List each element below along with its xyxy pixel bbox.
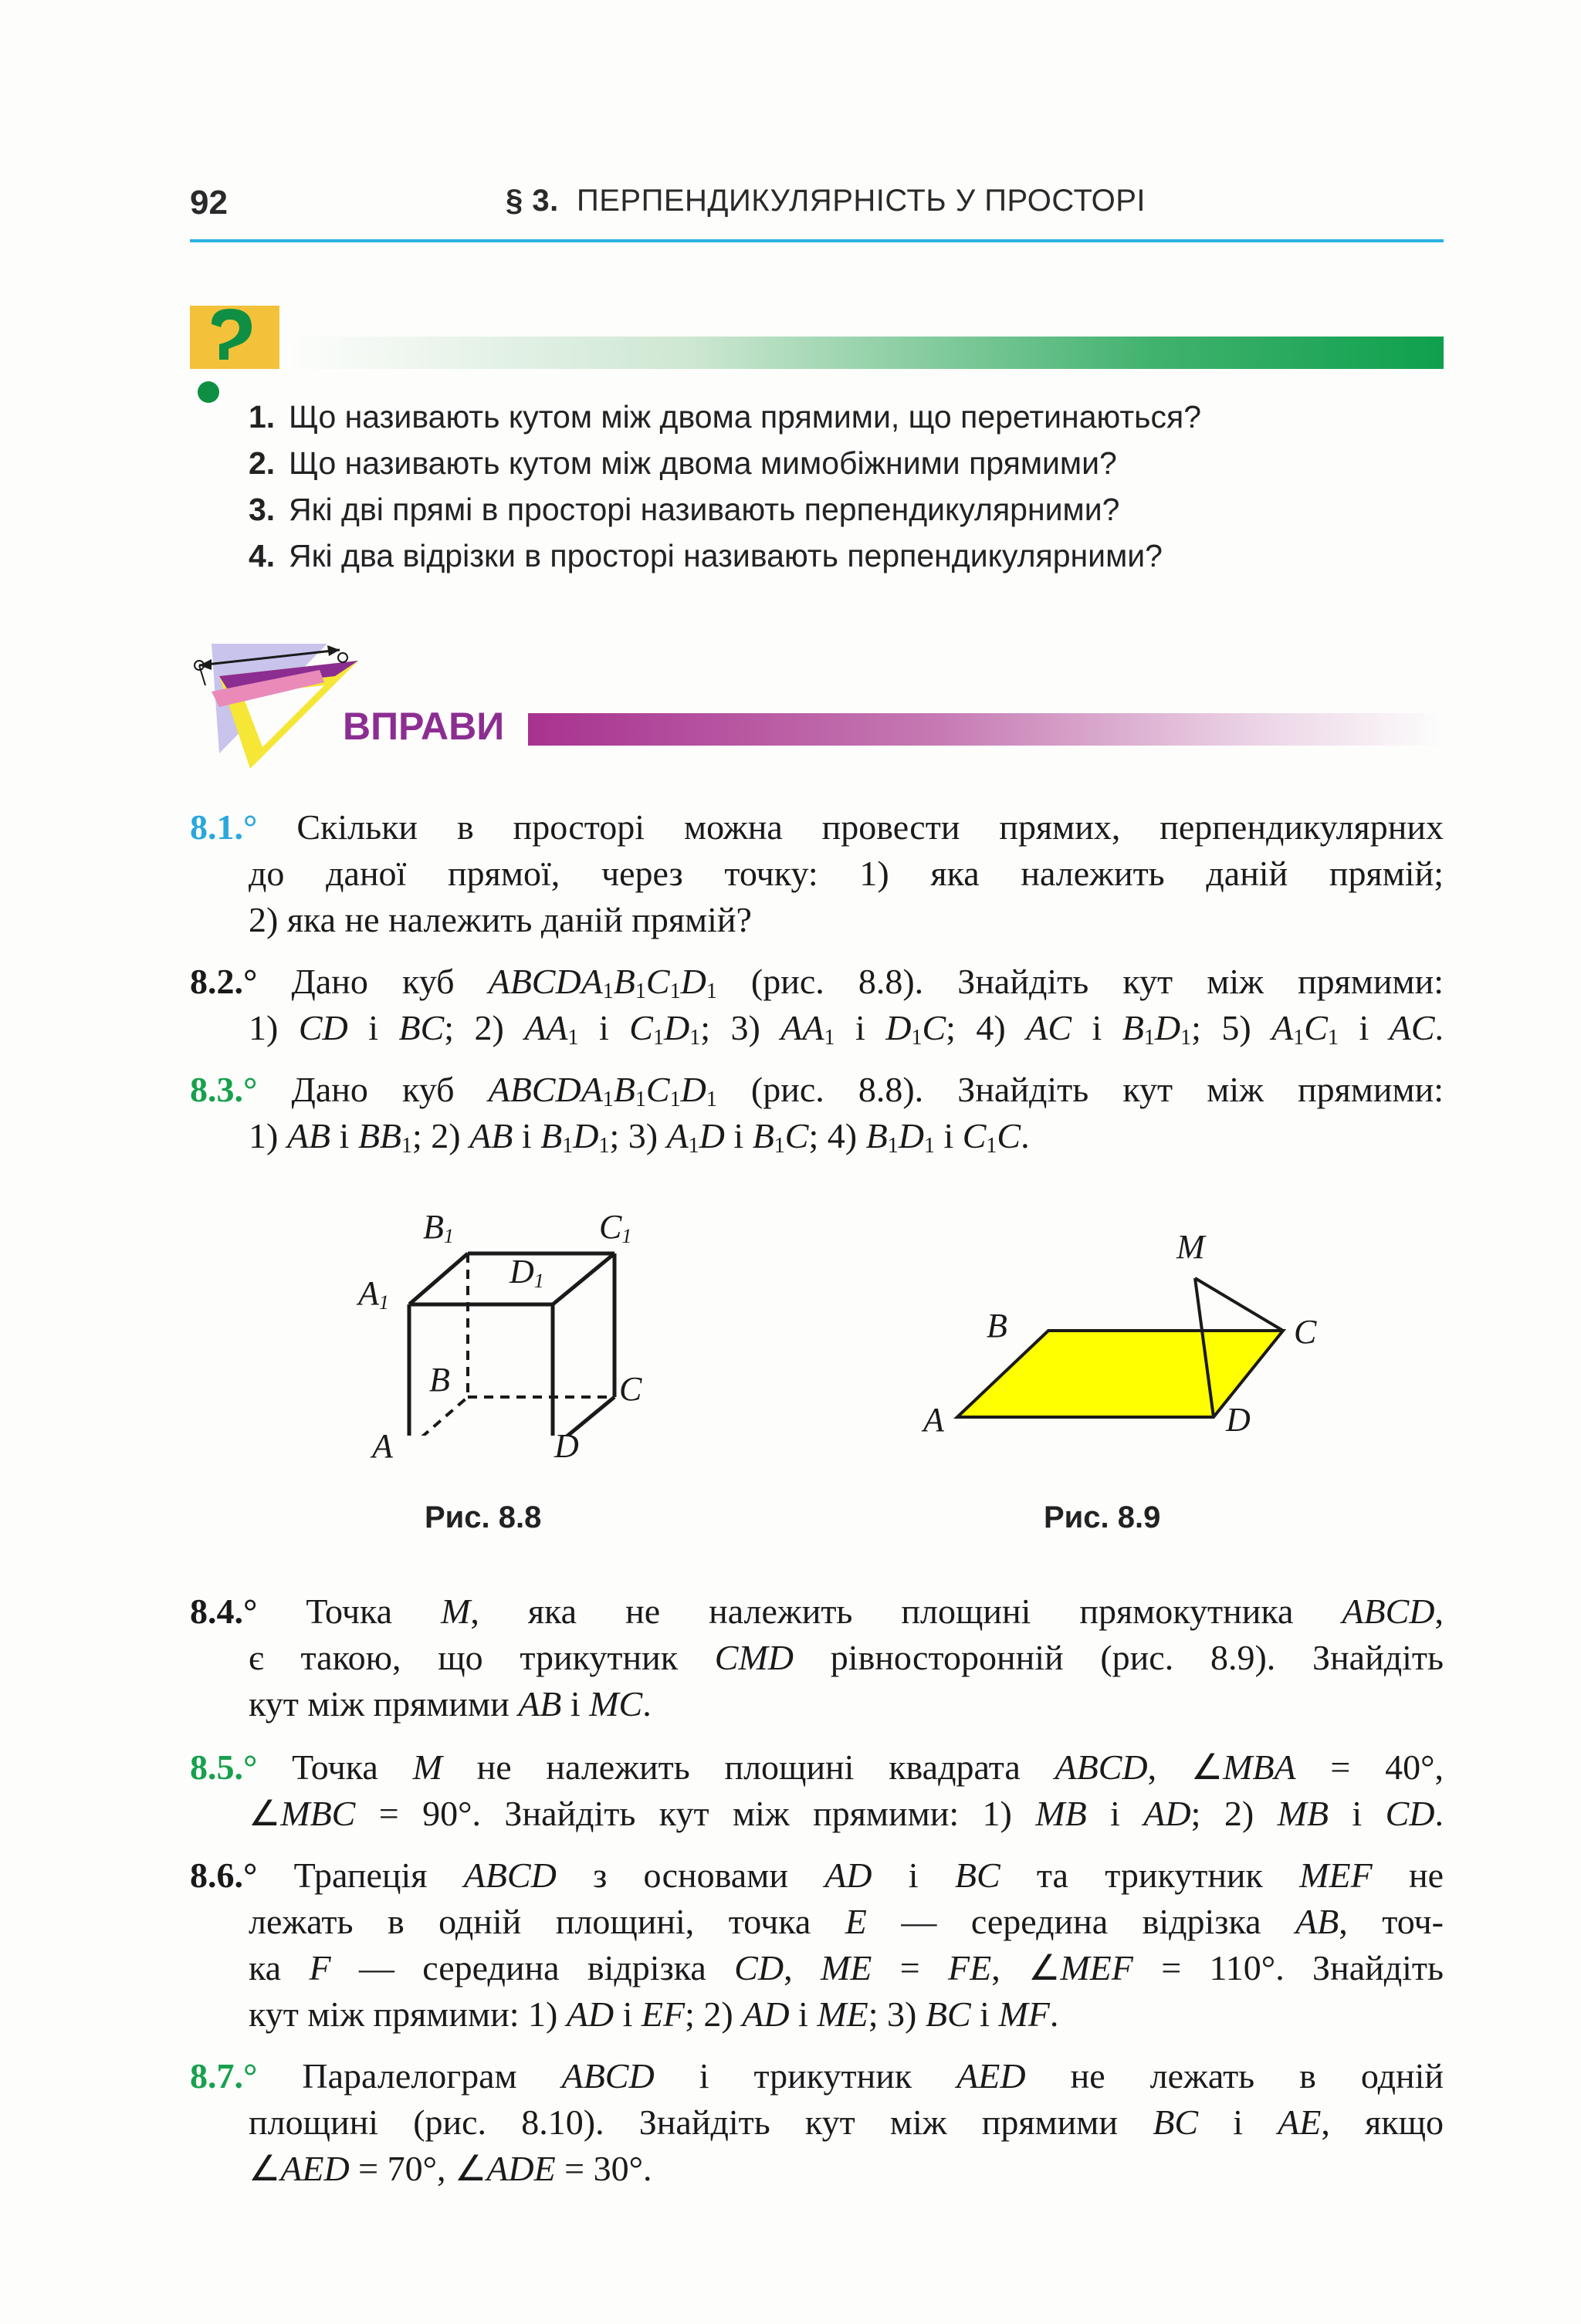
- label-c: C: [619, 1370, 642, 1408]
- question-number: 2.: [249, 445, 276, 481]
- task-8-1: [190, 804, 1444, 943]
- question-text: Які дві прямі в просторі називають перпендикулярними?: [289, 492, 1120, 527]
- task-8-3: 8.3.° Дано куб $ABCDA_1B_1C_1D_1$ (рис. 8.8). Знайдіть кут між прямими: 1) AB і $BB_1$; 2) AB і $B_1D_1$; 3) $A_1D$ і $B_1C$; 4) $B_1D_1$ і $C_1C$.: [190, 1070, 1444, 1158]
- label-b: B: [429, 1361, 450, 1399]
- task-number: 8.6.°: [190, 1855, 258, 1895]
- question-item: [249, 533, 1201, 579]
- section-name: ПЕРПЕНДИКУЛЯРНІСТЬ У ПРОСТОРІ: [576, 184, 1146, 218]
- label-d: D: [554, 1427, 579, 1465]
- label-d1: $D_1$: [510, 1253, 544, 1292]
- question-text: Які два відрізки в просторі називають перпендикулярними?: [289, 538, 1163, 573]
- figure-caption: Рис. 8.9: [1044, 1500, 1161, 1534]
- question-number: 3.: [249, 492, 276, 527]
- figure-caption: Рис. 8.8: [425, 1500, 542, 1534]
- task-8-7: 8.7.° Паралелограм ABCD і трикутник AED не лежать в одній площині (рис. 8.10). Знайдіть кут між прямими BC і AE, якщо ∠AED = 70°, ∠ADE = 30°.: [190, 2056, 1444, 2188]
- exercises-title: ВПРАВИ: [343, 705, 505, 748]
- question-number: 4.: [249, 538, 276, 573]
- rectangle-triangle-figure: [950, 1266, 1305, 1436]
- label-b: B: [987, 1307, 1007, 1345]
- label-d: D: [1226, 1401, 1251, 1439]
- ruler-triangle-icon: [188, 638, 366, 776]
- label-c: C: [1294, 1313, 1317, 1351]
- exercises-bar: [528, 713, 1444, 746]
- label-c1: $C_1$: [599, 1208, 632, 1247]
- question-item: [249, 486, 1201, 533]
- task-8-4: 8.4.° Точка M, яка не належить площині прямокутника ABCD, є такою, що трикутник CMD рівносторонній (рис. 8.9). Знайдіть кут між прямими AB і MC.: [190, 1592, 1444, 1724]
- label-a: A: [372, 1427, 393, 1465]
- task-text: Скільки в просторі можна провести прямих, перпендикулярних: [296, 807, 1444, 847]
- task-number: 8.5.°: [190, 1747, 258, 1787]
- label-m: M: [1176, 1228, 1205, 1266]
- questions-list: [249, 394, 1201, 579]
- question-text: Що називають кутом між двома мимобіжними прямими?: [289, 445, 1117, 481]
- header-rule: [190, 239, 1444, 242]
- task-number: 8.7.°: [190, 2056, 258, 2096]
- task-number: 8.2.°: [190, 962, 258, 1001]
- task-number: 8.3.°: [190, 1070, 258, 1109]
- task-8-5: 8.5.° Точка M не належить площині квадрата ABCD, ∠MBA = 40°, ∠MBC = 90°. Знайдіть кут між прямими: 1) MB і AD; 2) MB і CD.: [190, 1747, 1444, 1833]
- page-number: 92: [190, 184, 228, 222]
- task-number: 8.4.°: [190, 1592, 258, 1631]
- question-mark-icon: [190, 306, 283, 406]
- task-8-2: 8.2.° Дано куб $ABCDA_1B_1C_1D_1$ (рис. 8.8). Знайдіть кут між прямими: 1) CD і BC; 2) $AA_1$ і $C_1D_1$; 3) $AA_1$ і $D_1C$; 4) AC і $B_1D_1$; 5) $A_1C_1$ і AC.: [190, 962, 1444, 1050]
- section-title: [506, 184, 1146, 218]
- label-a: A: [923, 1401, 944, 1439]
- task-text: до даної прямої, через точку: 1) яка належить даній прямій;: [249, 854, 1444, 893]
- questions-bar: [287, 337, 1444, 369]
- question-item: [249, 394, 1201, 440]
- section-number: § 3.: [506, 184, 559, 218]
- task-text: 2) яка не належить даній прямій?: [249, 900, 752, 939]
- task-8-6: 8.6.° Трапеція ABCD з основами AD і BC та трикутник MEF не лежать в одній площині, точка E — середина відрізка AB, точ- ка F — середина відрізка CD, ME = FE, ∠MEF = 110°. Знайдіть кут між прямими: 1) AD і EF; 2) AD і ME; 3) BC і MF.: [190, 1855, 1444, 2034]
- question-text: Що називають кутом між двома прямими, що перетинаються?: [289, 399, 1201, 435]
- question-number: 1.: [249, 399, 276, 435]
- label-b1: $B_1$: [423, 1208, 454, 1247]
- question-item: [249, 440, 1201, 486]
- label-a1: $A_1$: [358, 1274, 389, 1314]
- task-number: 8.1.°: [190, 807, 258, 847]
